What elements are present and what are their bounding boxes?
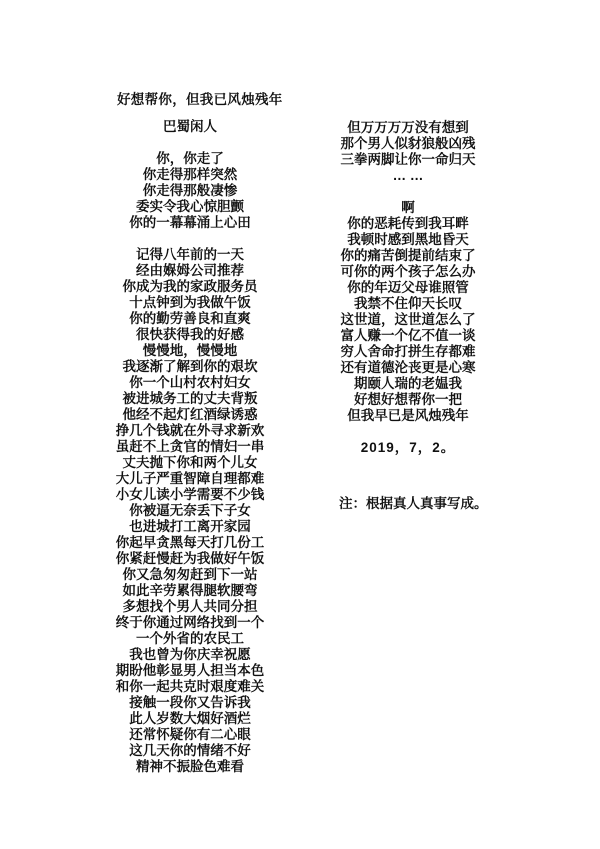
poem-line: 你的恶耗传到我耳畔 <box>347 216 469 231</box>
poem-line: 小女儿读小学需要不少钱 <box>115 487 265 502</box>
poem-line: 很快获得我的好感 <box>136 327 244 342</box>
poem-line: 经由媬姆公司推荐 <box>136 263 244 278</box>
poem-line: 你走得那样突然 <box>142 167 238 182</box>
poem-date: 2019，7，2。 <box>360 440 456 455</box>
poem-line: 他经不起灯红酒绿诱惑 <box>122 407 258 422</box>
poem-line: 也进城打工离开家园 <box>129 519 251 534</box>
poem-line: 你的年迈父母谁照管 <box>347 280 469 295</box>
right-stanzas <box>296 120 520 424</box>
poem-line: 你被逼无奈丢下子女 <box>129 503 251 518</box>
poem-line: 接触一段你又告诉我 <box>129 695 251 710</box>
poem-line: 精神不振脸色难看 <box>136 759 244 774</box>
poem-line: 你，你走了 <box>156 151 224 166</box>
stanza <box>296 200 520 424</box>
poem-line: 委实令我心惊胆颤 <box>136 199 244 214</box>
poem-line: 但万万万万没有想到 <box>347 120 469 135</box>
poem-line: 富人赚一个亿不值一谈 <box>340 328 476 343</box>
stanza <box>78 151 302 231</box>
poem-line: 挣几个钱就在外寻求新欢 <box>115 423 265 438</box>
poem-line: 大儿子严重智障自理都难 <box>115 471 265 486</box>
poem-line: 我顿时感到黑地昏天 <box>347 232 469 247</box>
poem-line: 我禁不住仰天长叹 <box>354 296 462 311</box>
right-column <box>296 120 520 512</box>
poem-line: 你又急匆匆赶到下一站 <box>122 567 258 582</box>
poem-line: 你的勤劳善良和直爽 <box>129 311 251 326</box>
poem-line: 你起早贪黑每天打几份工 <box>115 535 265 550</box>
poem-line: 你成为我的家政服务员 <box>122 279 258 294</box>
poem-line: … … <box>392 168 424 183</box>
poem-line: 此人岁数大烟好酒烂 <box>129 711 251 726</box>
poem-line: 我也曾为你庆幸祝愿 <box>129 647 251 662</box>
poem-line: 你的痛苦倒提前结束了 <box>340 248 476 263</box>
poem-line: 一个外省的农民工 <box>136 631 244 646</box>
poem-line: 穷人舍命打拼生存都难 <box>340 344 476 359</box>
poem-line: 慢慢地，慢慢地 <box>142 343 238 358</box>
poem-line: 多想找个男人共同分担 <box>122 599 258 614</box>
poem-line: 可你的两个孩子怎么办 <box>340 264 476 279</box>
poem-line: 三拳两脚让你一命归天 <box>340 152 476 167</box>
stanza <box>296 120 520 184</box>
poem-line: 还常怀疑你有二心眼 <box>129 727 251 742</box>
poem-line: 丈夫抛下你和两个儿女 <box>122 455 258 470</box>
poem-line: 期颐人瑞的老媪我 <box>354 376 462 391</box>
left-column <box>78 119 302 791</box>
poem-line: 如此辛劳累得腿软腰弯 <box>122 583 258 598</box>
poem-line: 这世道，这世道怎么了 <box>340 312 476 327</box>
poem-line: 终于你通过网络找到一个 <box>115 615 265 630</box>
poem-line: 和你一起共克时艰度难关 <box>115 679 265 694</box>
poem-line: 我逐渐了解到你的艰坎 <box>122 359 258 374</box>
poem-line: 啊 <box>401 200 415 215</box>
poem-title: 好想帮你，但我已风烛残年 <box>117 92 283 107</box>
poem-line: 记得八年前的一天 <box>136 247 244 262</box>
poem-line: 十点钟到为我做午饭 <box>129 295 251 310</box>
poem-line: 你紧赶慢赶为我做好午饭 <box>115 551 265 566</box>
poem-line: 虽赶不上贪官的情妇一串 <box>115 439 265 454</box>
stanza <box>78 247 302 775</box>
poem-author: 巴蜀闲人 <box>163 119 217 134</box>
poem-line: 被进城务工的丈夫背叛 <box>122 391 258 406</box>
poem-line: 还有道德沦丧更是心寒 <box>340 360 476 375</box>
poem-line: 但我早已是风烛残年 <box>347 408 469 423</box>
poem-line: 这几天你的情绪不好 <box>129 743 251 758</box>
poem-note: 注：根据真人真事写成。 <box>339 496 488 511</box>
poem-line: 期盼他彰显男人担当本色 <box>115 663 265 678</box>
poem-line: 你一个山村农村妇女 <box>129 375 251 390</box>
left-stanzas <box>78 151 302 775</box>
poem-line: 你的一幕幕涌上心田 <box>129 215 251 230</box>
poem-line: 你走得那般凄惨 <box>142 183 238 198</box>
poem-line: 好想好想帮你一把 <box>354 392 462 407</box>
poem-line: 那个男人似豺狼般凶残 <box>340 136 476 151</box>
